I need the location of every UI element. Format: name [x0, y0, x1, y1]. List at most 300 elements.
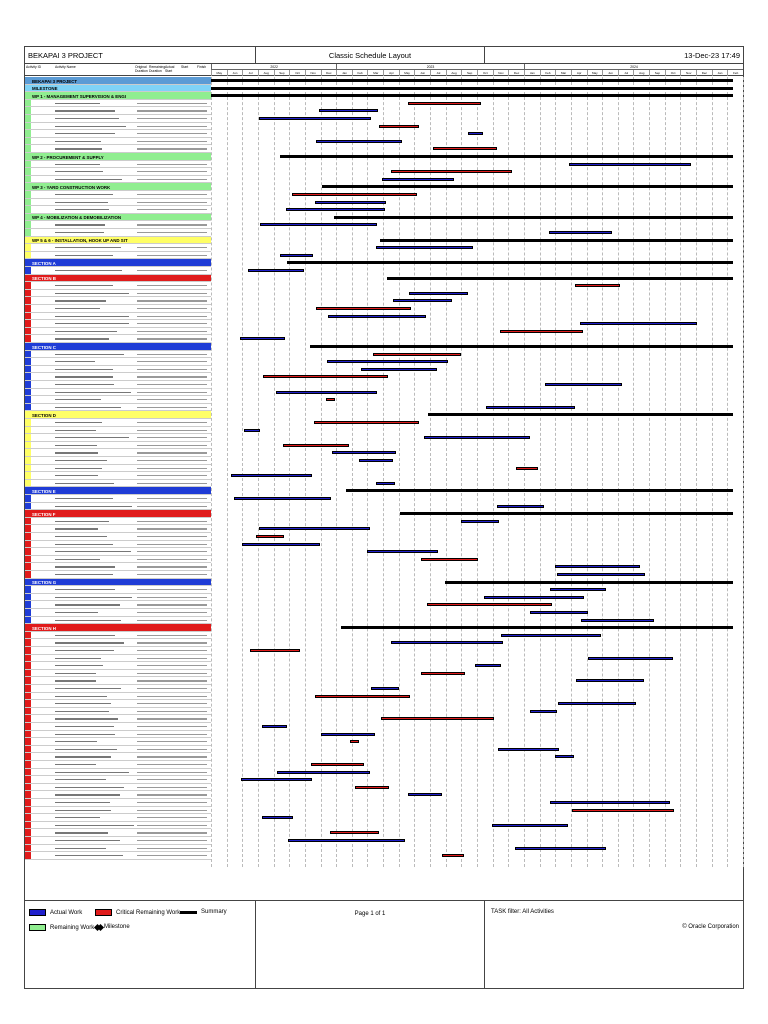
activity-bar [516, 467, 538, 470]
table-row [25, 753, 211, 761]
table-row [25, 381, 211, 389]
row-cells-dates [137, 202, 207, 203]
table-row [25, 662, 211, 670]
month-label: Aug [258, 70, 274, 76]
wbs-label: SECTION C [32, 344, 56, 350]
table-row [25, 525, 211, 533]
activity-bar [256, 535, 284, 538]
legend-critical [95, 909, 180, 916]
row-cells [55, 696, 107, 697]
month-label: Dec [508, 70, 524, 76]
table-row [25, 153, 211, 161]
row-cells-dates [137, 848, 207, 849]
table-row [25, 571, 211, 579]
activity-bar [280, 254, 313, 257]
gridline [727, 77, 728, 867]
table-row [25, 237, 211, 245]
row-cells-dates [137, 445, 207, 446]
summary-bar [322, 185, 733, 188]
row-cells [55, 734, 115, 735]
table-row [25, 130, 211, 138]
activity-bar [350, 740, 359, 743]
row-cells-dates [137, 194, 207, 195]
row-cells [55, 323, 129, 324]
activity-bar [330, 831, 378, 834]
activity-bar [500, 330, 583, 333]
table-row [25, 700, 211, 708]
row-cells-dates [137, 361, 207, 362]
row-cells-dates [137, 574, 207, 575]
month-label: May [399, 70, 415, 76]
gridline [602, 77, 603, 867]
table-row [25, 115, 211, 123]
row-cells-dates [137, 749, 207, 750]
table-row [25, 183, 211, 191]
critical-swatch [95, 909, 112, 916]
row-cells [55, 764, 96, 765]
row-cells-dates [137, 247, 207, 248]
copyright: © Oracle Corporation [682, 924, 739, 930]
activity-bar [326, 398, 335, 401]
activity-bar [319, 109, 378, 112]
activity-bar [550, 801, 670, 804]
table-row [25, 191, 211, 199]
row-cells [55, 749, 117, 750]
summary-bar [445, 581, 733, 584]
row-cells [55, 794, 120, 795]
row-cells-dates [137, 209, 207, 210]
row-cells-dates [137, 300, 207, 301]
gridline [477, 77, 478, 867]
row-cells [55, 817, 100, 818]
activity-bar [361, 368, 437, 371]
table-row [25, 389, 211, 397]
table-row [25, 746, 211, 754]
table-row [25, 837, 211, 845]
table-row [25, 723, 211, 731]
activity-bar [545, 383, 621, 386]
activity-bar [241, 778, 311, 781]
row-cells [55, 209, 109, 210]
row-cells [55, 285, 113, 286]
row-cells [55, 650, 114, 651]
row-cells [55, 688, 121, 689]
table-row [25, 100, 211, 108]
row-cells [55, 141, 101, 142]
row-cells [55, 544, 113, 545]
gridline [430, 77, 431, 867]
table-row [25, 799, 211, 807]
table-row [25, 708, 211, 716]
report-date: 13-Dec-23 17:49 [684, 51, 740, 60]
month-label: Jan [712, 70, 728, 76]
row-cells [55, 126, 126, 127]
legend [25, 900, 743, 988]
row-cells [55, 110, 115, 111]
activity-bar [530, 611, 589, 614]
row-cells [55, 430, 96, 431]
row-cells-dates [137, 718, 207, 719]
row-cells-dates [137, 551, 207, 552]
row-cells-dates [137, 126, 207, 127]
row-cells [55, 741, 97, 742]
legend-critical-label: Critical Remaining Work [116, 909, 181, 916]
row-cells [55, 354, 124, 355]
row-cells-dates [137, 688, 207, 689]
row-cells-dates [137, 604, 207, 605]
activity-bar [427, 603, 552, 606]
row-cells-dates [137, 141, 207, 142]
gantt-chart [211, 77, 743, 867]
table-row [25, 411, 211, 419]
activity-bar [376, 246, 473, 249]
row-cells [55, 164, 100, 165]
table-row [25, 138, 211, 146]
row-cells [55, 232, 104, 233]
activity-bar [276, 391, 377, 394]
row-cells-dates [137, 224, 207, 225]
table-row [25, 404, 211, 412]
activity-bar [376, 482, 395, 485]
row-cells [55, 756, 111, 757]
gridline [211, 77, 212, 867]
month-label: Mar [367, 70, 383, 76]
activity-bar [557, 573, 644, 576]
table-row [25, 320, 211, 328]
activity-bar [316, 140, 403, 143]
table-row [25, 487, 211, 495]
row-cells [55, 506, 132, 507]
row-cells [55, 832, 108, 833]
row-cells-dates [137, 528, 207, 529]
table-row [25, 556, 211, 564]
layout-title: Classic Schedule Layout [255, 47, 485, 64]
activity-bar [328, 315, 426, 318]
month-label: Apr [383, 70, 399, 76]
month-label: Oct [289, 70, 305, 76]
wbs-label: SECTION E [32, 488, 56, 494]
row-cells-dates [137, 506, 207, 507]
activity-bar [327, 360, 448, 363]
year-label: 2023 [336, 64, 524, 70]
project-title: BEKAPAI 3 PROJECT [28, 51, 103, 60]
month-label: Oct [665, 70, 681, 76]
month-label: Sep [649, 70, 665, 76]
table-row [25, 267, 211, 275]
activity-bar [259, 117, 370, 120]
activity-bar [484, 596, 584, 599]
table-row [25, 624, 211, 632]
gridline [571, 77, 572, 867]
wbs-label: SECTION B [32, 276, 56, 282]
row-cells [55, 551, 131, 552]
table-row [25, 807, 211, 815]
row-cells [55, 133, 115, 134]
month-label: Aug [446, 70, 462, 76]
activity-bar [242, 543, 320, 546]
activity-bar [421, 672, 465, 675]
row-cells [55, 338, 109, 339]
wbs-label: SECTION G [32, 580, 57, 586]
table-row [25, 282, 211, 290]
activity-bar [248, 269, 303, 272]
gridline [587, 77, 588, 867]
table-row [25, 731, 211, 739]
row-cells-dates [137, 407, 207, 408]
month-label: Nov [305, 70, 321, 76]
row-cells [55, 422, 102, 423]
row-cells [55, 270, 122, 271]
table-row [25, 168, 211, 176]
row-cells [55, 840, 120, 841]
row-cells [55, 848, 106, 849]
table-row [25, 693, 211, 701]
task-filter: TASK filter: All Activities [491, 909, 554, 915]
wbs-label: BEKAPAI 3 PROJECT [32, 78, 78, 84]
row-cells [55, 407, 121, 408]
month-label: Dec [696, 70, 712, 76]
row-cells-dates [137, 566, 207, 567]
table-row [25, 221, 211, 229]
row-cells-dates [137, 817, 207, 818]
month-label: Jul [242, 70, 258, 76]
table-row [25, 510, 211, 518]
table-row [25, 176, 211, 184]
row-cells [55, 148, 102, 149]
row-cells [55, 642, 124, 643]
row-cells [55, 369, 113, 370]
summary-bar [310, 345, 733, 348]
row-cells-dates [137, 148, 207, 149]
activity-bar [498, 748, 559, 751]
row-cells [55, 658, 101, 659]
col-start: Start [181, 65, 189, 69]
summary-bar [346, 489, 733, 492]
activity-bar [497, 505, 544, 508]
summary-bar [211, 87, 733, 90]
gridline [227, 77, 228, 867]
row-cells [55, 604, 120, 605]
legend-summary [180, 909, 227, 915]
month-label: Nov [680, 70, 696, 76]
row-cells-dates [137, 323, 207, 324]
activity-bar [391, 170, 512, 173]
activity-bar [408, 793, 442, 796]
row-cells [55, 726, 114, 727]
gridline [289, 77, 290, 867]
summary-bar [211, 94, 733, 97]
month-label: Jun [227, 70, 243, 76]
row-cells [55, 802, 110, 803]
table-row [25, 252, 211, 260]
row-cells-dates [137, 384, 207, 385]
timescale [211, 64, 743, 76]
activity-bar [311, 763, 364, 766]
activity-bar [371, 687, 399, 690]
row-cells [55, 255, 113, 256]
table-row [25, 738, 211, 746]
row-cells-dates [137, 696, 207, 697]
row-cells-dates [137, 597, 207, 598]
activity-bar [234, 497, 331, 500]
page-number-box [255, 901, 485, 989]
activity-bar [231, 474, 312, 477]
table-row [25, 419, 211, 427]
row-cells [55, 452, 98, 453]
gridline [712, 77, 713, 867]
activity-bar [409, 292, 468, 295]
activity-bar [549, 231, 611, 234]
table-row [25, 480, 211, 488]
table-row [25, 617, 211, 625]
table-row [25, 769, 211, 777]
row-cells [55, 103, 100, 104]
table-row [25, 761, 211, 769]
activity-bar [262, 816, 293, 819]
table-row [25, 442, 211, 450]
row-cells-dates [137, 133, 207, 134]
activity-bar [555, 755, 574, 758]
table-row [25, 449, 211, 457]
row-cells-dates [137, 293, 207, 294]
row-cells-dates [137, 376, 207, 377]
activity-bar [408, 102, 481, 105]
row-cells [55, 331, 117, 332]
row-cells [55, 399, 101, 400]
table-row [25, 351, 211, 359]
month-label: May [587, 70, 603, 76]
wbs-label: WP 3 - YARD CONSTRUCTION WORK [32, 184, 111, 190]
gridline [743, 77, 744, 867]
table-row [25, 579, 211, 587]
activity-bar [569, 163, 691, 166]
col-activity-name: Activity Name [55, 65, 76, 69]
table-row [25, 563, 211, 571]
table-row [25, 632, 211, 640]
summary-bar [334, 216, 733, 219]
activity-bar [260, 223, 377, 226]
table-row [25, 161, 211, 169]
summary-bar [387, 277, 733, 280]
row-cells [55, 703, 111, 704]
summary-bar [400, 512, 733, 515]
row-cells [55, 559, 100, 560]
legend-remaining-label: Remaining Work [50, 924, 95, 931]
row-cells [55, 597, 132, 598]
table-row [25, 647, 211, 655]
row-cells-dates [137, 164, 207, 165]
row-cells-dates [137, 772, 207, 773]
activity-bar [250, 649, 300, 652]
row-cells-dates [137, 316, 207, 317]
table-row [25, 541, 211, 549]
schedule-frame [24, 46, 744, 989]
table-row [25, 396, 211, 404]
row-cells-dates [137, 483, 207, 484]
table-row [25, 852, 211, 860]
row-cells-dates [137, 232, 207, 233]
activity-bar [461, 520, 499, 523]
row-cells [55, 179, 122, 180]
row-cells [55, 536, 107, 537]
table-row [25, 229, 211, 237]
row-cells [55, 779, 106, 780]
table-row [25, 784, 211, 792]
row-cells-dates [137, 118, 207, 119]
activity-bar [581, 619, 654, 622]
row-cells [55, 787, 124, 788]
row-cells [55, 224, 105, 225]
activity-bar [367, 550, 438, 553]
row-cells-dates [137, 460, 207, 461]
activity-bar [501, 634, 601, 637]
row-cells [55, 445, 97, 446]
row-cells-dates [137, 544, 207, 545]
legend-actual [29, 909, 82, 916]
row-cells-dates [137, 840, 207, 841]
table-row [25, 358, 211, 366]
activity-bar [359, 459, 393, 462]
summary-swatch [180, 911, 197, 914]
row-cells-dates [137, 787, 207, 788]
row-cells-dates [137, 825, 207, 826]
table-row [25, 290, 211, 298]
row-cells-dates [137, 703, 207, 704]
row-cells [55, 855, 123, 856]
month-label: Sep [461, 70, 477, 76]
row-cells-dates [137, 589, 207, 590]
table-row [25, 427, 211, 435]
activity-bar [240, 337, 285, 340]
table-row [25, 259, 211, 267]
activity-bar [391, 641, 503, 644]
activity-bar [259, 527, 371, 530]
table-row [25, 791, 211, 799]
row-cells-dates [137, 620, 207, 621]
activity-bar [575, 284, 620, 287]
row-cells-dates [137, 399, 207, 400]
table-row [25, 586, 211, 594]
row-cells-dates [137, 285, 207, 286]
activity-bar [263, 375, 388, 378]
table-row [25, 533, 211, 541]
row-cells-dates [137, 810, 207, 811]
row-cells-dates [137, 855, 207, 856]
activity-bar [355, 786, 389, 789]
month-label: Dec [321, 70, 337, 76]
row-cells [55, 194, 113, 195]
month-label: Oct [477, 70, 493, 76]
activity-bar [262, 725, 288, 728]
summary-bar [287, 261, 733, 264]
row-cells [55, 673, 96, 674]
milestone-diamond-icon [94, 923, 101, 930]
activity-bar [442, 854, 464, 857]
activity-bar [315, 695, 410, 698]
row-cells [55, 468, 102, 469]
gridline [633, 77, 634, 867]
activity-bar [580, 322, 697, 325]
row-cells-dates [137, 392, 207, 393]
table-row [25, 677, 211, 685]
gridline [461, 77, 462, 867]
row-cells-dates [137, 308, 207, 309]
activity-bar [421, 558, 478, 561]
table-row [25, 85, 211, 93]
table-row [25, 457, 211, 465]
actual-swatch [29, 909, 46, 916]
row-cells [55, 361, 95, 362]
